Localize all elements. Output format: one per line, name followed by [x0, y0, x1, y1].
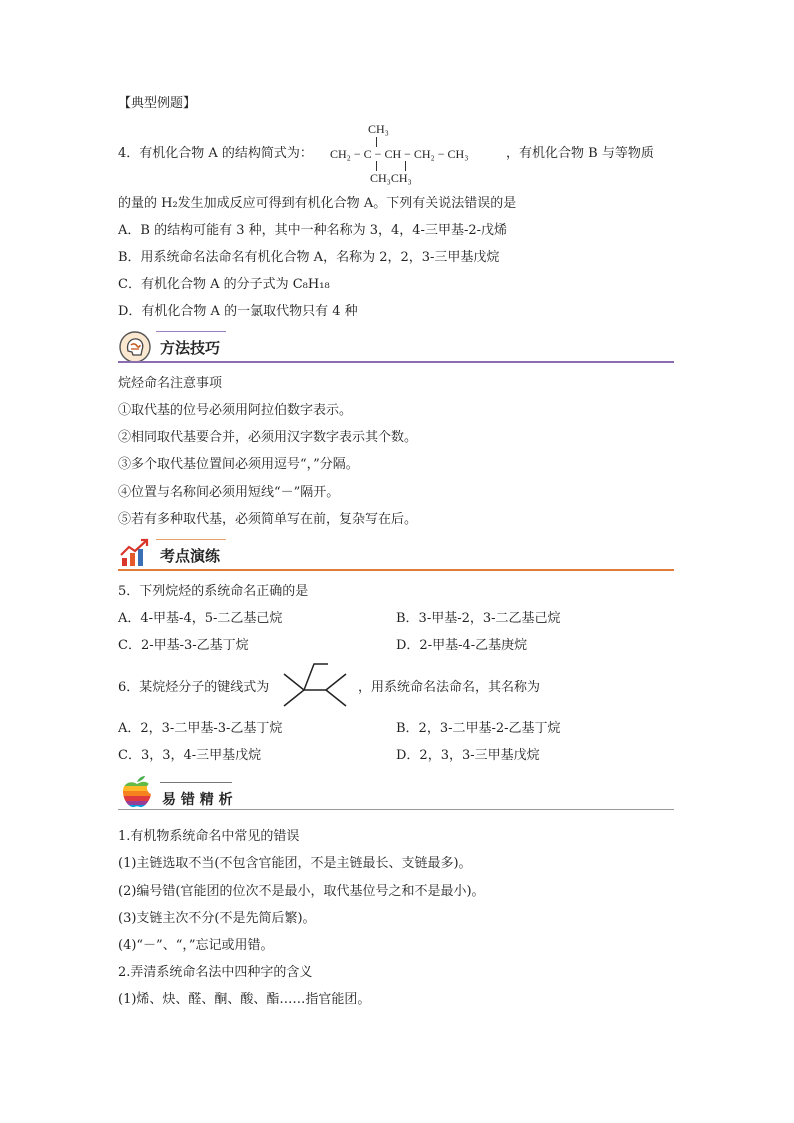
formula-bond-up — [376, 137, 377, 147]
formula-bond-down-right — [405, 161, 406, 171]
method-title: 方法技巧 — [160, 339, 221, 357]
q6-option-d: D．2，3，3-三甲基戊烷 — [396, 748, 540, 763]
practice-title-overline — [156, 539, 226, 540]
method-title-overline — [156, 331, 226, 332]
formula-bond-down-left — [376, 161, 377, 171]
q4-line2: 的量的 H₂发生加成反应可得到有机化合物 A。下列有关说法错误的是 — [118, 196, 517, 211]
formula-dash: − — [374, 147, 382, 161]
q6-option-b: B．2，3-二甲基-2-乙基丁烷 — [396, 721, 561, 736]
formula-ch3: CH₃ — [447, 147, 469, 161]
formula-ch2b: CH₂ — [413, 147, 435, 161]
method-item-2: ②相同取代基要合并，必须用汉字数字表示其个数。 — [118, 430, 418, 445]
brain-head-icon — [119, 331, 151, 363]
rainbow-apple-icon — [120, 774, 154, 810]
formula-bottom-sub: CH₃CH₃ — [370, 171, 412, 185]
practice-divider — [118, 569, 674, 571]
errors-line-5: (4)“－”、“，”忘记或用错。 — [118, 938, 274, 953]
q6-stem-prefix: 6．某烷烃分子的键线式为 — [118, 680, 270, 695]
formula-top-ch3: CH₃ — [368, 122, 389, 136]
errors-title-overline — [160, 782, 232, 783]
errors-line-1: 1.有机物系统命名中常见的错误 — [118, 829, 300, 844]
q5-option-d: D．2-甲基-4-乙基庚烷 — [396, 638, 528, 653]
errors-title: 易 错 精 析 — [162, 792, 233, 808]
method-item-4: ④位置与名称间必须用短线“－”隔开。 — [118, 485, 340, 500]
q4-prefix: 4．有机化合物 A 的结构简式为： — [118, 146, 313, 161]
errors-line-6: 2.弄清系统命名法中四种字的含义 — [118, 965, 313, 980]
formula-dash: − — [353, 147, 361, 161]
method-item-5: ⑤若有多种取代基，必须简单写在前，复杂写在后。 — [118, 512, 418, 527]
errors-divider — [118, 809, 674, 810]
formula-c: C — [363, 147, 372, 161]
q5-option-b: B．3-甲基-2，3-二乙基己烷 — [396, 611, 561, 626]
errors-line-4: (3)支链主次不分(不是先简后繁)。 — [118, 911, 316, 926]
method-divider — [118, 361, 674, 363]
skeletal-formula-diagram — [282, 660, 352, 710]
q6-stem-suffix: ，用系统命名法命名，其名称为 — [358, 680, 541, 695]
section-example-title: 【典型例题】 — [118, 96, 197, 111]
practice-title: 考点演练 — [160, 547, 221, 565]
formula-main-chain — [330, 147, 468, 162]
q6-option-a: A．2，3-二甲基-3-乙基丁烷 — [118, 721, 283, 736]
formula-dash: − — [404, 147, 411, 161]
q5-option-a: A．4-甲基-4，5-二乙基己烷 — [118, 611, 283, 626]
q5-stem: 5．下列烷烃的系统命名正确的是 — [118, 584, 309, 599]
method-item-1: ①取代基的位号必须用阿拉伯数字表示。 — [118, 403, 353, 418]
q4-option-c: C．有机化合物 A 的分子式为 C₈H₁₈ — [118, 277, 330, 292]
method-item-3: ③多个取代基位置间必须用逗号“，”分隔。 — [118, 457, 359, 472]
formula-ch: CH — [384, 147, 402, 161]
q6-option-c: C．3，3，4-三甲基戊烷 — [118, 748, 262, 763]
q4-option-d: D．有机化合物 A 的一氯取代物只有 4 种 — [118, 304, 358, 319]
q4-suffix: ，有机化合物 B 与等物质 — [506, 146, 654, 161]
bar-chart-trend-icon — [119, 538, 151, 568]
q5-option-c: C．2-甲基-3-乙基丁烷 — [118, 638, 249, 653]
q4-option-b: B．用系统命名法命名有机化合物 A，名称为 2，2，3-三甲基戊烷 — [118, 250, 500, 265]
formula-dash: − — [437, 147, 445, 161]
method-heading: 烷烃命名注意事项 — [118, 376, 223, 391]
q4-option-a: A．B 的结构可能有 3 种，其中一种名称为 3，4，4-三甲基-2-戊烯 — [118, 223, 508, 238]
errors-line-7: (1)烯、炔、醛、酮、酸、酯……指官能团。 — [118, 992, 371, 1007]
errors-line-2: (1)主链选取不当(不包含官能团，不是主链最长、支链最多)。 — [118, 856, 472, 871]
formula-ch2: CH₂ — [330, 147, 351, 161]
errors-line-3: (2)编号错(官能团的位次不是最小，取代基位号之和不是最小)。 — [118, 884, 485, 899]
